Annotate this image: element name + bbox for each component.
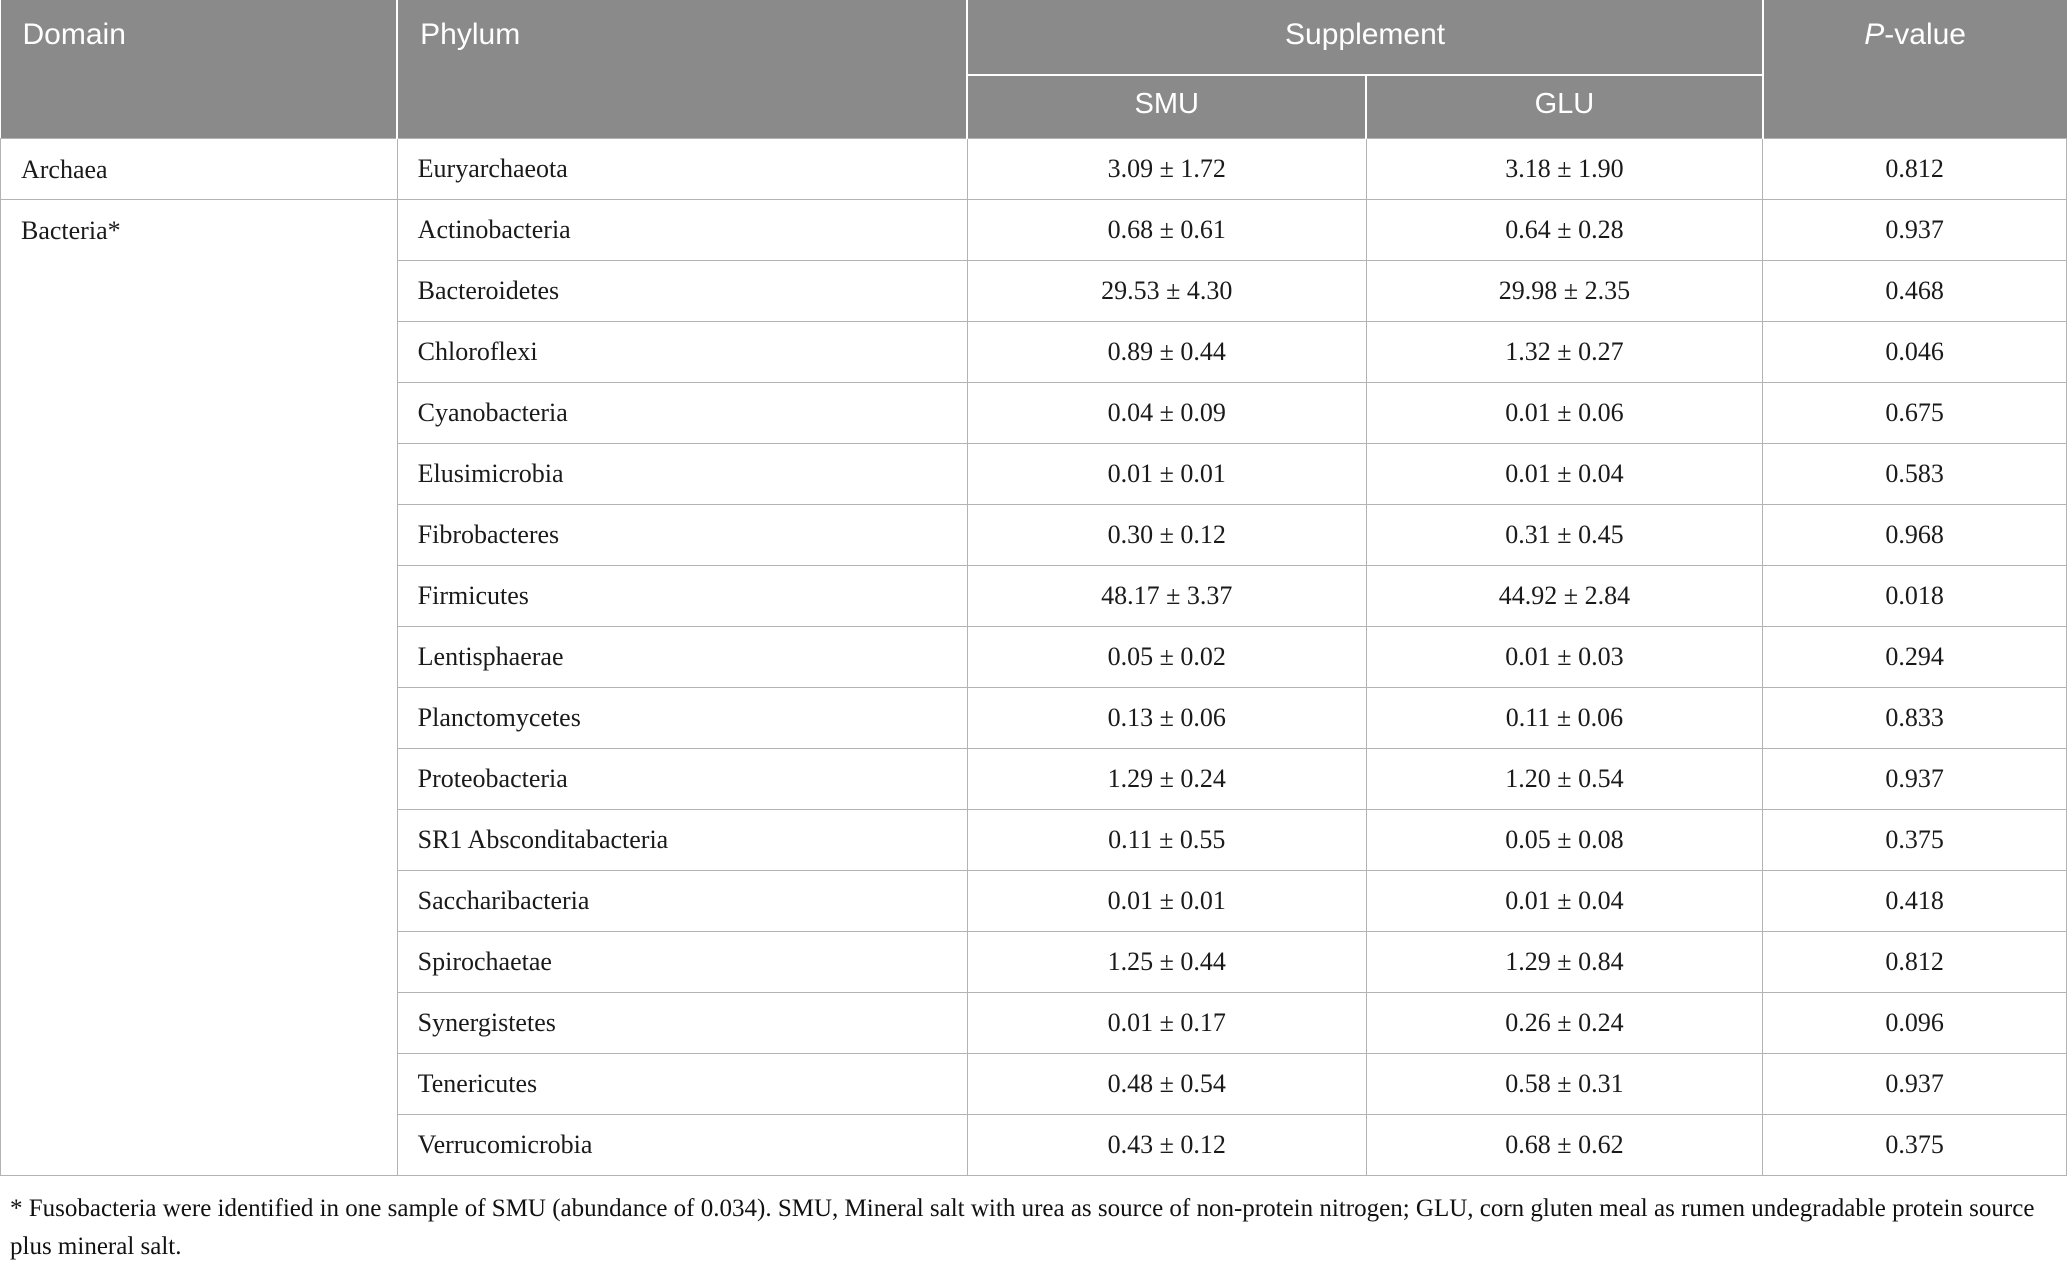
phylum-cell: Fibrobacteres [397,504,967,565]
smu-value-cell: 0.43 ± 0.12 [967,1114,1366,1175]
phylum-cell: Elusimicrobia [397,443,967,504]
phylum-cell: Bacteroidetes [397,260,967,321]
header-pvalue-rest: -value [1884,18,1966,51]
pvalue-cell: 0.968 [1763,504,2067,565]
pvalue-cell: 0.046 [1763,321,2067,382]
phylum-cell: Verrucomicrobia [397,1114,967,1175]
smu-value-cell: 3.09 ± 1.72 [967,138,1366,199]
header-smu: SMU [967,75,1366,138]
phylum-cell: Spirochaetae [397,931,967,992]
pvalue-cell: 0.096 [1763,992,2067,1053]
table-header [1,0,2067,138]
smu-value-cell: 0.01 ± 0.01 [967,870,1366,931]
phylum-cell: Firmicutes [397,565,967,626]
smu-value-cell: 0.30 ± 0.12 [967,504,1366,565]
header-glu: GLU [1366,75,1763,138]
smu-value-cell: 0.01 ± 0.17 [967,992,1366,1053]
pvalue-cell: 0.833 [1763,687,2067,748]
phylum-cell: Euryarchaeota [397,138,967,199]
phylum-cell: Saccharibacteria [397,870,967,931]
table-body [1,138,2067,1175]
glu-value-cell: 0.26 ± 0.24 [1366,992,1763,1053]
glu-value-cell: 29.98 ± 2.35 [1366,260,1763,321]
pvalue-cell: 0.583 [1763,443,2067,504]
smu-value-cell: 0.48 ± 0.54 [967,1053,1366,1114]
pvalue-cell: 0.468 [1763,260,2067,321]
pvalue-cell: 0.375 [1763,1114,2067,1175]
pvalue-cell: 0.937 [1763,1053,2067,1114]
header-pvalue-italic-p: P [1864,18,1885,51]
smu-value-cell: 1.25 ± 0.44 [967,931,1366,992]
smu-value-cell: 0.11 ± 0.55 [967,809,1366,870]
glu-value-cell: 1.20 ± 0.54 [1366,748,1763,809]
phylum-cell: Proteobacteria [397,748,967,809]
phylum-cell: Planctomycetes [397,687,967,748]
pvalue-cell: 0.294 [1763,626,2067,687]
smu-value-cell: 1.29 ± 0.24 [967,748,1366,809]
header-pvalue [1763,0,2067,138]
phylum-cell: Synergistetes [397,992,967,1053]
header-supplement: Supplement [967,0,1762,75]
glu-value-cell: 1.29 ± 0.84 [1366,931,1763,992]
glu-value-cell: 0.01 ± 0.04 [1366,870,1763,931]
glu-value-cell: 0.01 ± 0.03 [1366,626,1763,687]
header-phylum: Phylum [397,0,967,138]
phylum-cell: Chloroflexi [397,321,967,382]
glu-value-cell: 0.01 ± 0.04 [1366,443,1763,504]
glu-value-cell: 0.01 ± 0.06 [1366,382,1763,443]
smu-value-cell: 48.17 ± 3.37 [967,565,1366,626]
glu-value-cell: 44.92 ± 2.84 [1366,565,1763,626]
glu-value-cell: 0.31 ± 0.45 [1366,504,1763,565]
table-footnote: * Fusobacteria were identified in one sample of SMU (abundance of 0.034). SMU, Mineral salt with urea as source of non-protein nitrogen; GLU, corn gluten meal as rumen undegradable protein source plus mineral salt. [10,1194,2035,1260]
header-row-top [1,0,2067,75]
glu-value-cell: 0.64 ± 0.28 [1366,199,1763,260]
pvalue-cell: 0.937 [1763,748,2067,809]
pvalue-cell: 0.937 [1763,199,2067,260]
glu-value-cell: 1.32 ± 0.27 [1366,321,1763,382]
smu-value-cell: 29.53 ± 4.30 [967,260,1366,321]
glu-value-cell: 0.11 ± 0.06 [1366,687,1763,748]
glu-value-cell: 0.58 ± 0.31 [1366,1053,1763,1114]
smu-value-cell: 0.13 ± 0.06 [967,687,1366,748]
domain-cell: Archaea [1,138,398,199]
phylum-cell: Lentisphaerae [397,626,967,687]
phylum-cell: SR1 Absconditabacteria [397,809,967,870]
pvalue-cell: 0.018 [1763,565,2067,626]
header-domain: Domain [1,0,398,138]
table-row [1,199,2067,260]
pvalue-cell: 0.375 [1763,809,2067,870]
phylum-cell: Cyanobacteria [397,382,967,443]
smu-value-cell: 0.01 ± 0.01 [967,443,1366,504]
glu-value-cell: 0.68 ± 0.62 [1366,1114,1763,1175]
smu-value-cell: 0.04 ± 0.09 [967,382,1366,443]
pvalue-cell: 0.418 [1763,870,2067,931]
smu-value-cell: 0.05 ± 0.02 [967,626,1366,687]
pvalue-cell: 0.812 [1763,931,2067,992]
glu-value-cell: 0.05 ± 0.08 [1366,809,1763,870]
domain-cell: Bacteria* [1,199,398,1175]
table-row [1,138,2067,199]
phylum-cell: Actinobacteria [397,199,967,260]
pvalue-cell: 0.675 [1763,382,2067,443]
pvalue-cell: 0.812 [1763,138,2067,199]
smu-value-cell: 0.89 ± 0.44 [967,321,1366,382]
glu-value-cell: 3.18 ± 1.90 [1366,138,1763,199]
smu-value-cell: 0.68 ± 0.61 [967,199,1366,260]
phylum-cell: Tenericutes [397,1053,967,1114]
